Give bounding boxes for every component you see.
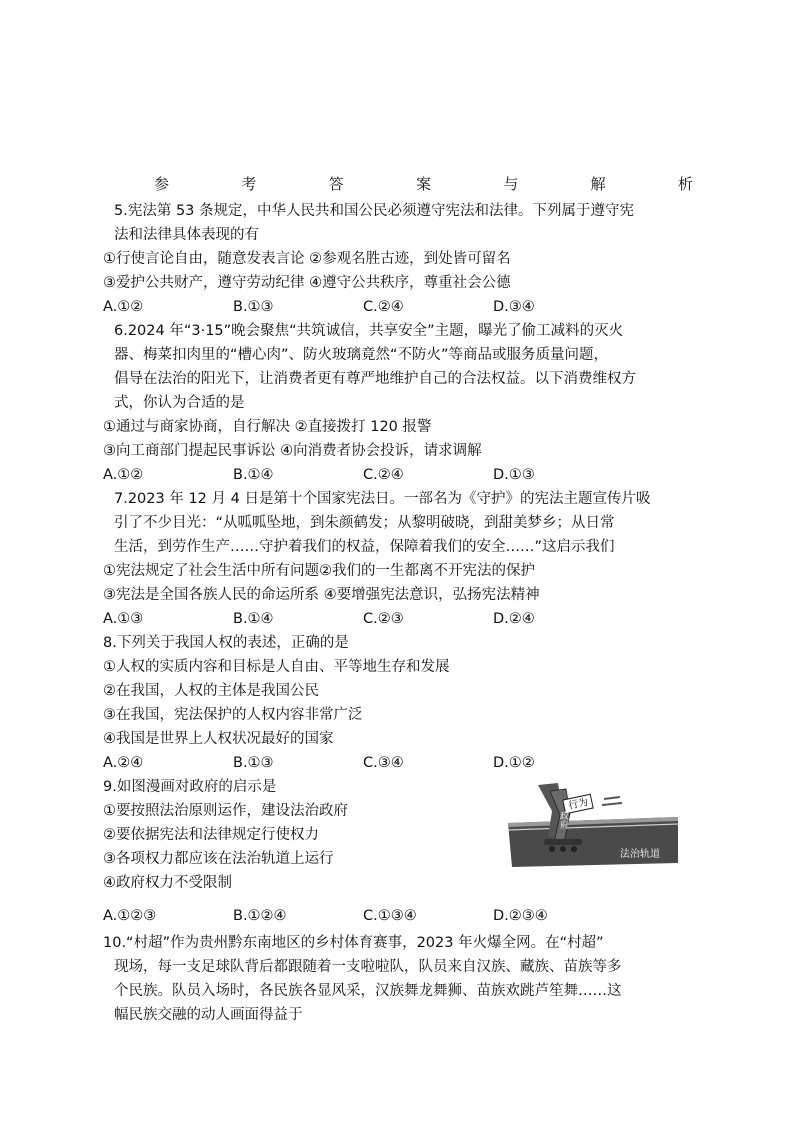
q7-options (103, 608, 623, 630)
q5-item: ①行使言论自由，随意发表言论 ②参观名胜古迹，到处皆可留名 (103, 251, 511, 267)
skate-wheel (571, 846, 577, 852)
cartoon-sign-label: 行为 (567, 796, 590, 812)
skate-wheel (549, 846, 555, 852)
option-b: B.①③ (233, 299, 274, 315)
q9-item: ②要依据宪法和法律规定行使权力 (103, 827, 319, 843)
option-c: C.②④ (363, 467, 404, 483)
q8-options (103, 752, 623, 774)
option-a: A.①② (103, 299, 144, 315)
skate-wheel (560, 846, 566, 852)
q6-stem: 倡导在法治的阳光下，让消费者更有尊严地维护自己的合法权益。以下消费维权方 (114, 371, 636, 387)
q5-stem: 5.宪法第 53 条规定，中华人民共和国公民必须遵守宪法和法律。下列属于遵守宪 (114, 203, 635, 219)
q8-item: ④我国是世界上人权状况最好的国家 (103, 731, 334, 747)
skate-boot (544, 839, 582, 845)
option-a: A.①② (103, 467, 144, 483)
title-char: 解 (590, 175, 606, 193)
q6-stem: 6.2024 年“3·15”晚会聚焦“共筑诚信，共享安全”主题，曝光了偷工减料的灭火 (114, 323, 624, 339)
option-b: B.①③ (233, 755, 274, 771)
q9-stem: 9.如图漫画对政府的启示是 (103, 779, 277, 795)
q6-options (103, 464, 623, 486)
q9-item: ①要按照法治原则运作，建设法治政府 (103, 803, 348, 819)
option-b: B.①④ (233, 467, 274, 483)
q9-options (103, 905, 623, 927)
option-d: D.②④ (493, 611, 535, 627)
q10-stem: 幅民族交融的动人画面得益于 (114, 1007, 303, 1023)
q9-item: ③各项权力都应该在法治轨道上运行 (103, 851, 334, 867)
option-d: D.①② (493, 755, 535, 771)
q7-stem: 引了不少目光：“从呱呱坠地，到朱颜鹤发；从黎明破晓，到甜美梦乡；从日常 (114, 515, 615, 531)
q5-options (103, 296, 623, 318)
q7-item: ③宪法是全国各族人民的命运所系 ④要增强宪法意识，弘扬宪法精神 (103, 587, 540, 603)
q10-stem: 现场，每一支足球队背后都跟随着一支啦啦队，队员来自汉族、藏族、苗族等多 (114, 959, 622, 975)
title-char: 与 (503, 175, 519, 193)
option-a: A.①②③ (103, 908, 157, 924)
title-char: 答 (328, 175, 344, 193)
option-d: D.②③④ (493, 908, 548, 924)
q8-item: ③在我国，宪法保护的人权内容非常广泛 (103, 707, 363, 723)
cartoon-track-label: 法治轨道 (620, 849, 660, 860)
option-c: C.①③④ (363, 908, 417, 924)
q10-stem: 个民族。队员入场时，各民族各显风采，汉族舞龙舞狮、苗族欢跳芦笙舞……这 (114, 983, 622, 999)
cartoon-leg-label: 政府 (558, 811, 568, 829)
q7-stem: 7.2023 年 12 月 4 日是第十个国家宪法日。一部名为《守护》的宪法主题宣传片吸 (114, 491, 651, 507)
title-char: 析 (677, 175, 693, 193)
q5-item: ③爱护公共财产，遵守劳动纪律 ④遵守公共秩序，尊重社会公德 (103, 275, 511, 291)
motion-line (604, 797, 620, 799)
q6-item: ③向工商部门提起民事诉讼 ④向消费者协会投诉，请求调解 (103, 443, 482, 459)
motion-line (602, 803, 622, 805)
q7-stem: 生活，到劳作生产……守护着我们的权益，保障着我们的安全……”这启示我们 (114, 539, 615, 555)
option-a: A.②④ (103, 755, 144, 771)
q9-item: ④政府权力不受限制 (103, 875, 232, 891)
q7-item: ①宪法规定了社会生活中所有问题②我们的一生都离不开宪法的保护 (103, 563, 535, 579)
q8-item: ②在我国，人权的主体是我国公民 (103, 683, 319, 699)
q8-stem: 8.下列关于我国人权的表述，正确的是 (103, 635, 349, 651)
q5-stem: 法和法律具体表现的有 (114, 227, 259, 243)
title-char: 考 (241, 175, 257, 193)
title-char: 案 (415, 175, 431, 193)
option-a: A.①③ (103, 611, 144, 627)
page-title (154, 173, 693, 194)
q6-stem: 器、梅菜扣肉里的“槽心肉”、防火玻璃竟然“不防火”等商品或服务质量问题， (114, 347, 609, 363)
option-b: B.①④ (233, 611, 274, 627)
cartoon-illustration (508, 783, 678, 869)
option-b: B.①②④ (233, 908, 287, 924)
q10-stem: 10.“村超”作为贵州黔东南地区的乡村体育赛事，2023 年火爆全网。在“村超” (103, 935, 604, 951)
q8-item: ①人权的实质内容和目标是人自由、平等地生存和发展 (103, 659, 450, 675)
option-c: C.②④ (363, 299, 404, 315)
option-d: D.①③ (493, 467, 535, 483)
option-d: D.③④ (493, 299, 535, 315)
option-c: C.③④ (363, 755, 404, 771)
option-c: C.②③ (363, 611, 404, 627)
q6-item: ①通过与商家协商，自行解决 ②直接拨打 120 报警 (103, 419, 432, 435)
q6-stem: 式，你认为合适的是 (114, 395, 245, 411)
title-char: 参 (154, 175, 170, 193)
